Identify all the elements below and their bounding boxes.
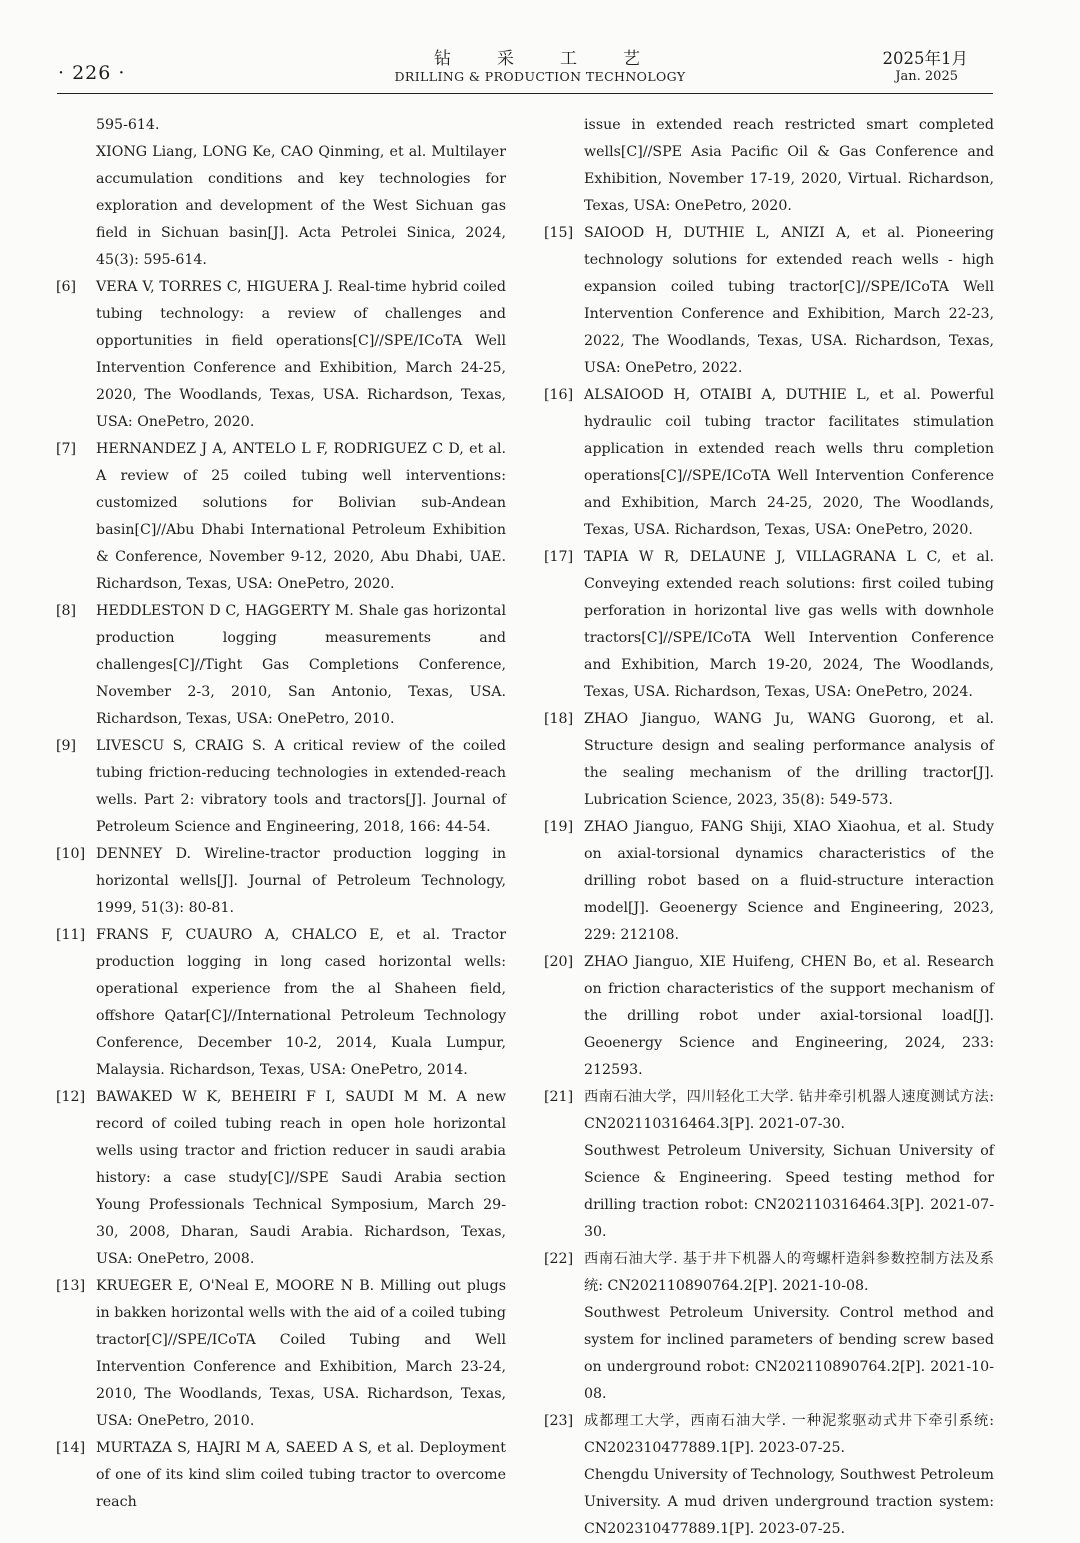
reference-entry	[544, 112, 994, 220]
reference-entry	[56, 1084, 506, 1273]
reference-text: Chengdu University of Technology, Southwest Petroleum University. A mud driven underground traction system: CN202310477889.1[P]. 2023-07-25.	[584, 1467, 994, 1537]
reference-entry	[56, 841, 506, 922]
reference-number: [10]	[56, 846, 86, 862]
reference-text: MURTAZA S, HAJRI M A, SAEED A S, et al. Deployment of one of its kind slim coiled tubing tractor to overcome reach	[96, 1440, 506, 1510]
reference-number: [18]	[544, 711, 574, 727]
reference-number: [14]	[56, 1440, 86, 1456]
reference-text: ZHAO Jianguo, XIE Huifeng, CHEN Bo, et al. Research on friction characteristics of the support mechanism of the drilling robot under axial-torsional load[J]. Geoenergy Science and Engineering, 2024, 233: 212593.	[584, 954, 994, 1078]
reference-text: 西南石油大学，四川轻化工大学. 钻井牵引机器人速度测试方法: CN202110316464.3[P]. 2021-07-30.	[584, 1089, 994, 1132]
reference-text: LIVESCU S, CRAIG S. A critical review of the coiled tubing friction-reducing technologies in extended-reach wells. Part 2: vibratory tools and tractors[J]. Journal of Petroleum Science and Engineering, 2018, 166: 44-54.	[96, 738, 506, 835]
reference-text: FRANS F, CUAURO A, CHALCO E, et al. Tractor production logging in long cased horizontal wells: operational experience from the al Shaheen field, offshore Qatar[C]//International Petroleum Technology Conference, December 10-2, 2014, Kuala Lumpur, Malaysia. Richardson, Texas, USA: OnePetro, 2014.	[96, 927, 506, 1078]
reference-number: [16]	[544, 387, 574, 403]
reference-number: [12]	[56, 1089, 86, 1105]
reference-text: Southwest Petroleum University. Control method and system for inclined parameters of bending screw based on underground robot: CN202110890764.2[P]. 2021-10-08.	[584, 1305, 994, 1402]
reference-text: BAWAKED W K, BEHEIRI F I, SAUDI M M. A new record of coiled tubing reach in open hole horizontal wells using tractor and friction reducer in saudi arabia history: a case study[C]//SPE Saudi Arabia section Young Professionals Technical Symposium, March 29-30, 2008, Dharan, Saudi Arabia. Richardson, Texas, USA: OnePetro, 2008.	[96, 1089, 506, 1267]
reference-text: TAPIA W R, DELAUNE J, VILLAGRANA L C, et al. Conveying extended reach solutions: first coiled tubing perforation in horizontal live gas wells with downhole tractors[C]//SPE/ICoTA Well Intervention Conference and Exhibition, March 19-20, 2024, The Woodlands, Texas, USA. Richardson, Texas, USA: OnePetro, 2024.	[584, 549, 994, 700]
reference-number: [23]	[544, 1413, 574, 1429]
reference-text: 成都理工大学，西南石油大学. 一种泥浆驱动式井下牵引系统: CN202310477889.1[P]. 2023-07-25.	[584, 1413, 994, 1456]
issue-date-cn: 2025年1月	[882, 49, 968, 68]
reference-entry	[56, 733, 506, 841]
reference-number: [6]	[56, 279, 77, 295]
header-rule	[57, 93, 993, 94]
journal-title-en: DRILLING & PRODUCTION TECHNOLOGY	[394, 69, 686, 84]
reference-number: [11]	[56, 927, 86, 943]
reference-entry	[56, 598, 506, 733]
reference-text: 595-614.	[96, 117, 160, 133]
reference-text: ZHAO Jianguo, FANG Shiji, XIAO Xiaohua, et al. Study on axial-torsional dynamics characteristics of the drilling robot based on a fluid-structure interaction model[J]. Geoenergy Science and Engineering, 2023, 229: 212108.	[584, 819, 994, 943]
reference-text: 西南石油大学. 基于井下机器人的弯螺杆造斜参数控制方法及系统: CN202110890764.2[P]. 2021-10-08.	[584, 1251, 994, 1294]
reference-number: [19]	[544, 819, 574, 835]
reference-number: [22]	[544, 1251, 574, 1267]
reference-text: VERA V, TORRES C, HIGUERA J. Real-time hybrid coiled tubing technology: a review of challenges and opportunities in field operations[C]//SPE/ICoTA Well Intervention Conference and Exhibition, March 24-25, 2020, The Woodlands, Texas, USA. Richardson, Texas, USA: OnePetro, 2020.	[96, 279, 506, 430]
reference-entry	[544, 706, 994, 814]
reference-entry	[56, 436, 506, 598]
reference-number: [17]	[544, 549, 574, 565]
reference-number: [7]	[56, 441, 77, 457]
reference-entry	[544, 814, 994, 949]
reference-entry	[544, 382, 994, 544]
reference-number: [20]	[544, 954, 574, 970]
reference-number: [13]	[56, 1278, 86, 1294]
reference-entry	[544, 544, 994, 706]
reference-text: HERNANDEZ J A, ANTELO L F, RODRIGUEZ C D, et al. A review of 25 coiled tubing well interventions: customized solutions for Bolivian sub-Andean basin[C]//Abu Dhabi International Petroleum Exhibition & Conference, November 9-12, 2020, Abu Dhabi, UAE. Richardson, Texas, USA: OnePetro, 2020.	[96, 441, 506, 592]
reference-entry	[56, 1273, 506, 1435]
issue-date-en: Jan. 2025	[895, 69, 958, 84]
reference-text: SAIOOD H, DUTHIE L, ANIZI A, et al. Pioneering technology solutions for extended reach wells - high expansion coiled tubing tractor[C]//SPE/ICoTA Well Intervention Conference and Exhibition, March 22-23, 2022, The Woodlands, Texas, USA. Richardson, Texas, USA: OnePetro, 2022.	[584, 225, 994, 376]
references-right-column	[544, 112, 994, 1543]
references-left-column	[56, 112, 506, 1516]
journal-title-cn: 钻采工艺	[434, 49, 686, 69]
reference-number: [21]	[544, 1089, 574, 1105]
reference-text: DENNEY D. Wireline-tractor production logging in horizontal wells[J]. Journal of Petroleum Technology, 1999, 51(3): 80-81.	[96, 846, 506, 916]
reference-number: [15]	[544, 225, 574, 241]
reference-entry	[544, 949, 994, 1084]
reference-entry	[544, 1246, 994, 1408]
reference-entry	[544, 1084, 994, 1246]
page-number: · 226 ·	[58, 62, 126, 84]
page-header	[0, 0, 1080, 95]
reference-entry	[56, 922, 506, 1084]
reference-entry	[56, 112, 506, 274]
reference-entry	[544, 220, 994, 382]
reference-text: ZHAO Jianguo, WANG Ju, WANG Guorong, et al. Structure design and sealing performance analysis of the sealing mechanism of the drilling tractor[J]. Lubrication Science, 2023, 35(8): 549-573.	[584, 711, 994, 808]
reference-text: KRUEGER E, O'Neal E, MOORE N B. Milling out plugs in bakken horizontal wells with the aid of a coiled tubing tractor[C]//SPE/ICoTA Coiled Tubing and Well Intervention Conference and Exhibition, March 23-24, 2010, The Woodlands, Texas, USA. Richardson, Texas, USA: OnePetro, 2010.	[96, 1278, 506, 1429]
reference-text: ALSAIOOD H, OTAIBI A, DUTHIE L, et al. Powerful hydraulic coil tubing tractor facilitates stimulation application in extended reach wells thru completion operations[C]//SPE/ICoTA Well Intervention Conference and Exhibition, March 24-25, 2020, The Woodlands, Texas, USA. Richardson, Texas, USA: OnePetro, 2020.	[584, 387, 994, 538]
reference-number: [9]	[56, 738, 77, 754]
reference-text: Southwest Petroleum University, Sichuan University of Science & Engineering. Speed testing method for drilling traction robot: CN202110316464.3[P]. 2021-07-30.	[584, 1143, 994, 1240]
reference-text: HEDDLESTON D C, HAGGERTY M. Shale gas horizontal production logging measurements and challenges[C]//Tight Gas Completions Conference, November 2-3, 2010, San Antonio, Texas, USA. Richardson, Texas, USA: OnePetro, 2010.	[96, 603, 506, 727]
reference-number: [8]	[56, 603, 77, 619]
reference-entry	[56, 274, 506, 436]
reference-text: issue in extended reach restricted smart completed wells[C]//SPE Asia Pacific Oil & Gas Conference and Exhibition, November 17-19, 2020, Virtual. Richardson, Texas, USA: OnePetro, 2020.	[584, 117, 994, 214]
reference-text: XIONG Liang, LONG Ke, CAO Qinming, et al. Multilayer accumulation conditions and key technologies for exploration and development of the West Sichuan gas field in Sichuan basin[J]. Acta Petrolei Sinica, 2024, 45(3): 595-614.	[96, 144, 506, 268]
